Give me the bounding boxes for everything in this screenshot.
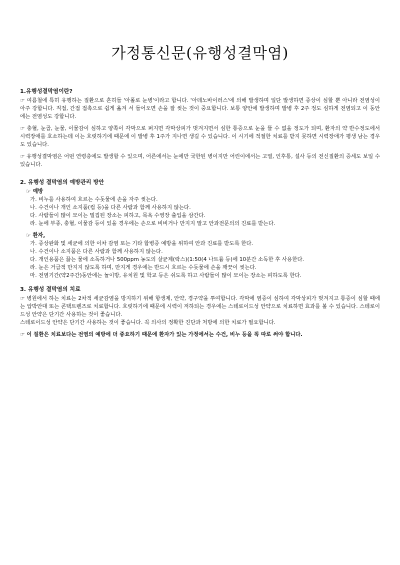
management-item: 가. 증상완화 및 세균에 의한 이차 감염 또는 기타 합병증 예방을 위하여 안과 진료를 받도록 한다. <box>30 241 254 247</box>
prevention-item: 라. 눈에 부종, 충혈, 이물감 등이 있을 경우에는 손으로 비비거나 만지지 말고 안과전문의의 진료를 받는다. <box>30 221 276 227</box>
prevention-item: 가. 비누를 사용하여 흐르는 수돗물에 손을 자주 씻는다. <box>30 197 158 203</box>
prevention-item: 다. 사람들이 많이 모이는 밀집된 장소는 피하고, 목욕 수영장 출입을 삼간다. <box>30 213 206 219</box>
treatment-paragraph: ☞ 병원에서 하는 치료는 2차적 세균감염을 방지하기 위해 항생제, 안약, 경구약을 투여합니다. 각막에 염증이 심하여 각막상피가 벗겨지고 통증이 심할 때에는 압박안대 또는 콘택트렌즈로 치료합니다. 흐릿하기에 때문에 시력이 저하되는 경우에는 스테로이드성 안약으로 치료하면 효과를 볼 수 있습니다. 스테로이드성 안약은 단기간 사용하는 것이 좋습니다. <box>20 296 380 318</box>
document-body <box>20 88 380 343</box>
management-label: ☞ 환자, <box>26 233 46 239</box>
section-3-heading: 3. 유행성 결막염의 치료 <box>20 287 81 293</box>
section-1-paragraph-3: ☞ 유행성결막염은 어떤 연령층에도 발생할 수 있으며, 어른에서는 눈에만 국한된 병이지만 어린이에서는 고열, 인후통, 설사 등의 전신질환의 증세도 보일 수 있습니다. <box>20 154 380 168</box>
prevention-label: ☞ 예방 <box>26 189 44 195</box>
section-1-heading: 1.유행성결막염이란? <box>20 89 73 95</box>
section-1-paragraph-2: ☞ 충혈, 눈곱, 눈물, 이물감이 심하고 양쪽이 각막으로 퍼지면 각막상피가 벗겨지면서 심한 통증으로 눈을 뜰 수 없을 정도가 되며, 환자의 약 반수정도에서 시력장애를 호소하는데 이는 흐릿하기에 때문에 이 발병 후 1주가 지나면 생길 수 있습니다. 이 시기에 적절한 치료를 받지 못하면 시력장애가 평생 남는 경우도 있습니다. <box>20 126 380 148</box>
treatment-paragraph: 스테로이드성 안약은 단기간 사용하는 것이 좋습니다. 꼭 의사의 정확한 진단과 처방에 의한 치료가 필요합니다. <box>20 320 276 326</box>
management-item: 마. 전염기간(약2주간)동안에는 놀이방, 유치원 및 학교 등은 쉬도록 하고 사람들이 많이 모이는 장소는 피하도록 한다. <box>30 273 302 279</box>
section-what-is <box>20 88 380 169</box>
management-item: 다. 개인용품은 끓는 물에 소독하거나 500ppm 농도의 살균제(락스)(1:50(4 나트륨 등)에 10분간 소독한 후 사용한다. <box>30 257 305 263</box>
document-title: 가정통신문(유행성결막염) <box>111 44 289 62</box>
section-1-paragraph-1: ☞ 여름철에 특히 유행하는 질환으로 흔히들 '아폴로 눈병'이라고 합니다. '아데노바이러스'에 의해 발생하며 일단 발생하면 증상이 심할 뿐 아니라 전염성이 아주 강합니다. 직접, 간접 접촉으로 쉽게 옮겨 서 들어오면 손을 잘 씻는 것이 중요합니다. 보통 양안에 발생하며 발병 후 2주 정도 심하게 전염되고 이 동안에는 전염성도 강합니다. <box>20 98 380 120</box>
section-2-heading: 2. 유행성 결막염의 예방관리 방안 <box>20 180 105 186</box>
section-treatment <box>20 286 380 339</box>
management-item: 나. 수건이나 소지품은 다른 사람과 함께 사용하지 않는다. <box>30 249 163 255</box>
prevention-item: 나. 수건이나 개인 소지품(컵 등)을 다른 사람과 함께 사용하지 않는다. <box>30 205 191 211</box>
management-item: 라. 눈은 거급적 만지지 않도록 하며, 만지게 경우에는 반드시 흐르는 수돗물에 손을 깨끗이 씻는다. <box>30 265 257 271</box>
closing-note: ☞ 이 질환은 치료보다는 전염의 예방에 더 중요하기 때문에 환자가 있는 가정에서는 수건, 비누 등을 꼭 따로 써야 합니다. <box>20 332 303 338</box>
section-prevention <box>20 179 380 280</box>
